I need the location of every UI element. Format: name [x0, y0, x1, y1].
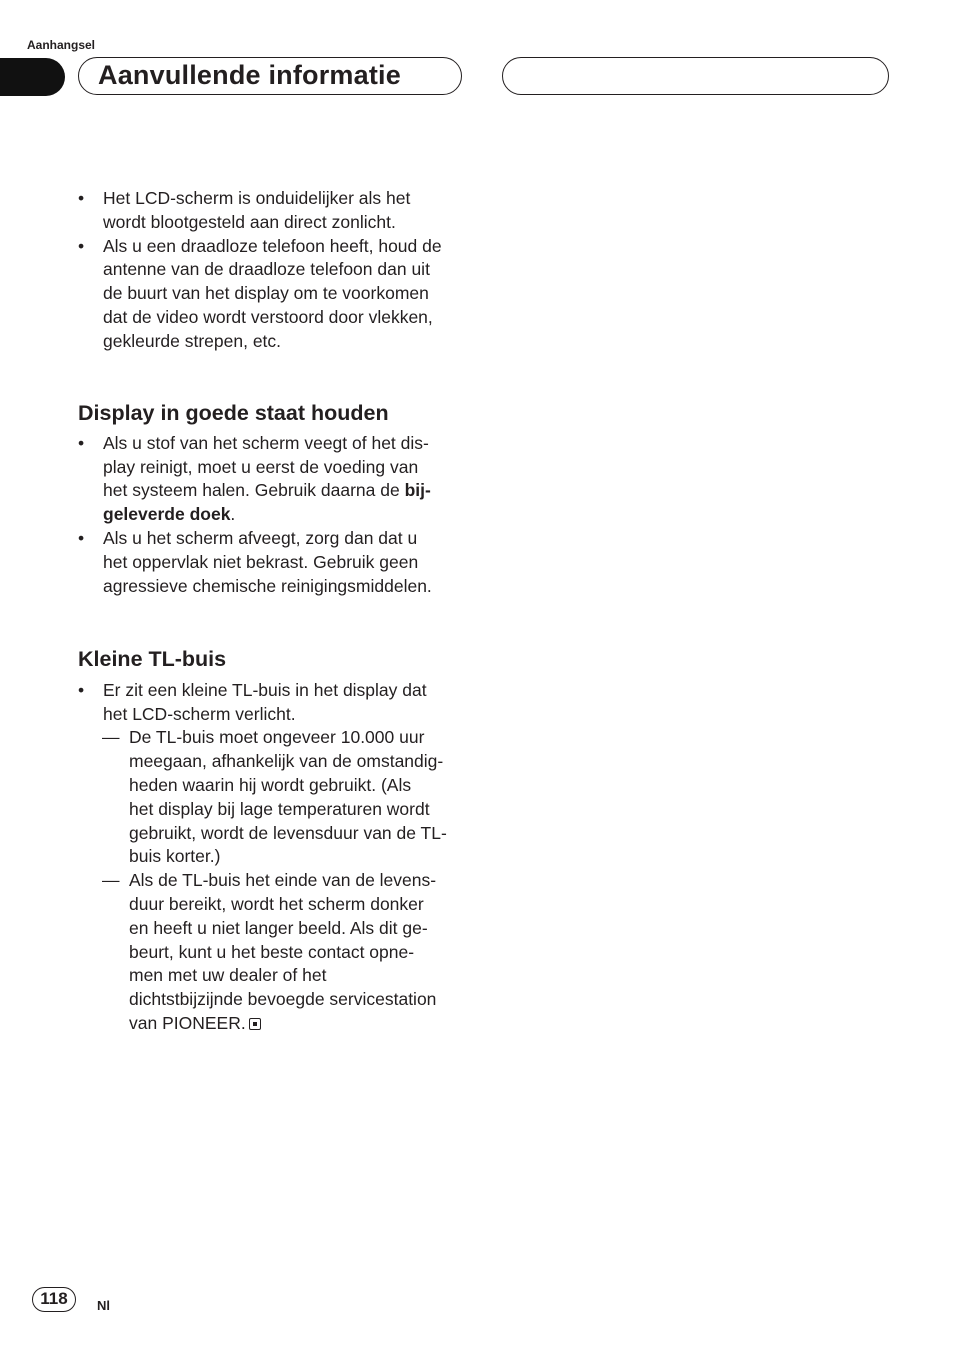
- text-line: agressieve chemische reinigingsmiddelen.: [103, 575, 432, 596]
- section-label: Aanhangsel: [27, 38, 96, 52]
- text-line: en heeft u niet langer beeld. Als dit ge-: [129, 917, 428, 938]
- text-line: meegaan, afhankelijk van de omstandig-: [129, 751, 444, 772]
- text-line: Als u het scherm afveegt, zorg dan dat u: [103, 527, 418, 548]
- text-line: de buurt van het display om te voorkomen: [103, 283, 429, 304]
- text-line: .: [230, 504, 236, 525]
- end-of-section-icon: [249, 1018, 261, 1030]
- list-item: [78, 432, 468, 527]
- list-item: [78, 187, 468, 235]
- intro-bullet-list: [78, 187, 468, 354]
- text-line: Als u een draadloze telefoon heeft, houd de: [103, 235, 442, 256]
- list-item: [78, 527, 468, 598]
- text-line: Als u stof van het scherm veegt of het dis-: [103, 432, 429, 453]
- text-line: het systeem halen. Gebruik daarna de: [103, 480, 405, 501]
- sub-list-item: [78, 726, 468, 869]
- text-line: van PIONEER.: [129, 1012, 246, 1033]
- text-line: duur bereikt, wordt het scherm donker: [129, 893, 424, 914]
- list-item: [78, 235, 468, 354]
- text-line: De TL-buis moet ongeveer 10.000 uur: [129, 727, 425, 748]
- bullet-icon: •: [78, 188, 85, 208]
- bullet-icon: •: [78, 432, 85, 453]
- text-line: het display bij lage temperaturen wordt: [129, 798, 430, 819]
- text-line: het LCD-scherm verlicht.: [103, 703, 296, 724]
- bold-text: geleverde doek: [103, 504, 231, 525]
- page-number: 118: [32, 1287, 76, 1312]
- chapter-title: Aanvullende informatie: [98, 60, 401, 90]
- text-line: buis korter.): [129, 846, 221, 867]
- text-line: Er zit een kleine TL-buis in het display dat: [103, 679, 427, 700]
- text-line: het oppervlak niet bekrast. Gebruik geen: [103, 551, 419, 572]
- text-line: dichtstbijzijnde bevoegde servicestation: [129, 989, 437, 1010]
- sub-list-item: [78, 869, 468, 1036]
- dash-icon: —: [102, 727, 120, 748]
- text-line: beurt, kunt u het beste contact opne-: [129, 941, 415, 962]
- text-line: gebruikt, wordt de levensduur van de TL-: [129, 822, 447, 843]
- bullet-icon: •: [78, 235, 85, 256]
- language-code: Nl: [97, 1298, 110, 1313]
- bullet-icon: •: [78, 527, 85, 548]
- chapter-tab: [0, 58, 65, 96]
- section-heading: Display in goede staat houden: [78, 401, 389, 425]
- display-care-section: [78, 402, 468, 598]
- list-item: [78, 679, 468, 727]
- bold-text: bij-: [404, 480, 431, 501]
- text-line: antenne van de draadloze telefoon dan uit: [103, 259, 430, 280]
- text-line: heden waarin hij wordt gebruikt. (Als: [129, 774, 412, 795]
- text-line: wordt blootgesteld aan direct zonlicht.: [103, 211, 396, 232]
- empty-header-box: [502, 57, 889, 95]
- text-line: Het LCD-scherm is onduidelijker als het: [103, 188, 411, 208]
- tl-tube-section: [78, 648, 468, 1036]
- bullet-icon: •: [78, 679, 85, 700]
- text-line: play reinigt, moet u eerst de voeding van: [103, 456, 419, 477]
- dash-icon: —: [102, 870, 120, 891]
- chapter-title-box: [78, 57, 462, 95]
- section-heading: Kleine TL-buis: [78, 647, 227, 671]
- text-line: dat de video wordt verstoord door vlekken,: [103, 306, 433, 327]
- text-line: gekleurde strepen, etc.: [103, 330, 282, 351]
- text-line: Als de TL-buis het einde van de levens-: [129, 870, 437, 891]
- text-line: men met uw dealer of het: [129, 965, 327, 986]
